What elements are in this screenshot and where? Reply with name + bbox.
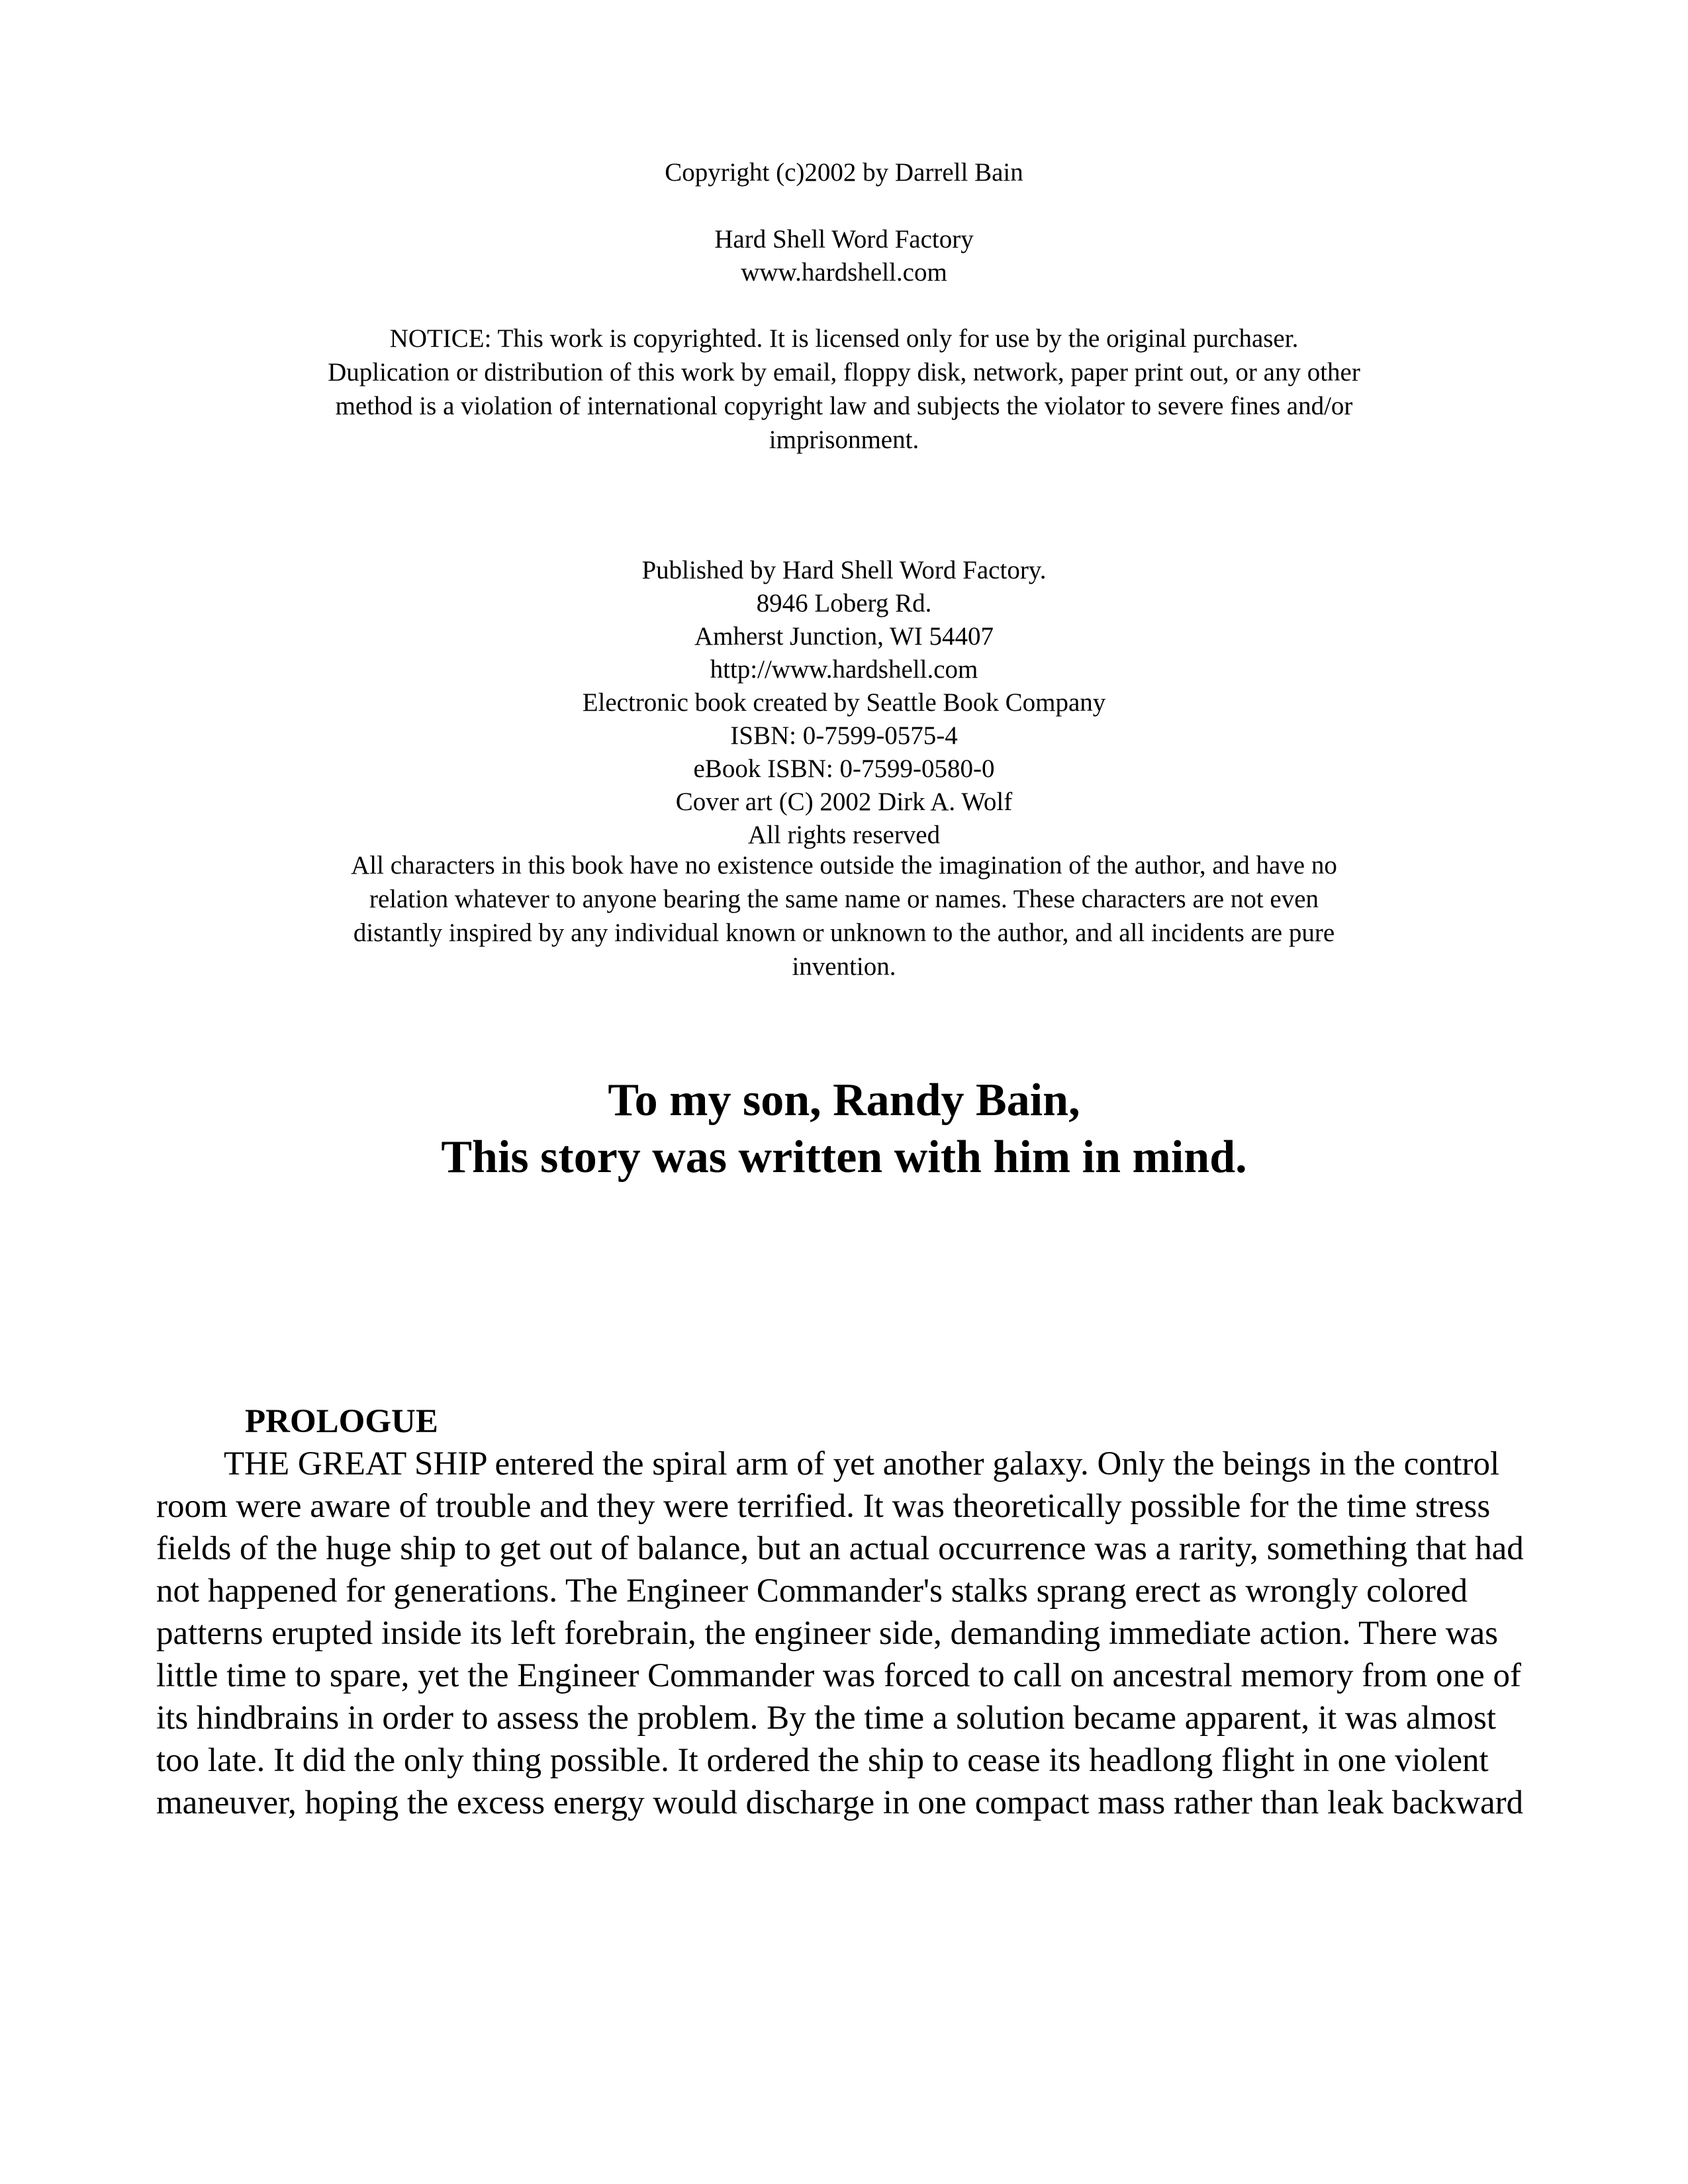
rights-line: All rights reserved [747, 821, 941, 849]
disclaimer-text: All characters in this book have no existence outside the imagination of the author, and have no relation whatever to anyone bearing the same name or names. These characters are not even distantly inspired by any individual known or unknown to the author, and all incidents are pure invention. [351, 851, 1337, 981]
disclaimer-block [0, 848, 1688, 983]
published-by-line: Published by Hard Shell Word Factory. [641, 556, 1047, 584]
copyright-line: Copyright (c)2002 by Darrell Bain [665, 158, 1023, 187]
copyright-block [0, 156, 1688, 189]
dedication-line-1: To my son, Randy Bain, [608, 1075, 1080, 1126]
isbn-line: ISBN: 0-7599-0575-4 [730, 721, 958, 750]
publisher-block [0, 223, 1688, 289]
dedication-line-2: This story was written with him in mind. [441, 1132, 1247, 1183]
notice-block [0, 322, 1688, 457]
ebook-isbn-line: eBook ISBN: 0-7599-0580-0 [693, 754, 995, 783]
cover-art-line: Cover art (C) 2002 Dirk A. Wolf [675, 788, 1013, 816]
website-line: http://www.hardshell.com [710, 655, 978, 684]
prologue-body: THE GREAT SHIP entered the spiral arm of yet another galaxy. Only the beings in the control room were aware of trouble and they were terrified. It was theoretically possible for the time stress fields of the huge ship to get out of balance, but an actual occurrence was a rarity, something that had not happened for generations. The Engineer Commander's stalks sprang erect as wrongly colored patterns erupted inside its left forebrain, the engineer side, demanding immediate action. There was little time to spare, yet the Engineer Commander was forced to call on ancestral memory from one of its hindbrains in order to assess the problem. By the time a solution became apparent, it was almost too late. It did the only thing possible. It ordered the ship to cease its headlong flight in one violent maneuver, hoping the excess energy would discharge in one compact mass rather than leak backward [156, 1445, 1524, 1821]
address-city-line: Amherst Junction, WI 54407 [694, 622, 994, 651]
dedication-block [0, 1072, 1688, 1186]
publisher-name: Hard Shell Word Factory [714, 225, 974, 253]
published-info-block [0, 554, 1688, 852]
prologue-heading: PROLOGUE [245, 1403, 438, 1440]
ebook-creator-line: Electronic book created by Seattle Book Company [582, 688, 1106, 717]
publisher-url: www.hardshell.com [741, 258, 947, 287]
notice-text: NOTICE: This work is copyrighted. It is licensed only for use by the original purchaser. Duplication or distribution of this work by email, floppy disk, network, paper print out, or any other method is a violation of international copyright law and subjects the violator to severe fines and/or imprisonment. [328, 324, 1360, 454]
address-street-line: 8946 Loberg Rd. [756, 589, 932, 617]
